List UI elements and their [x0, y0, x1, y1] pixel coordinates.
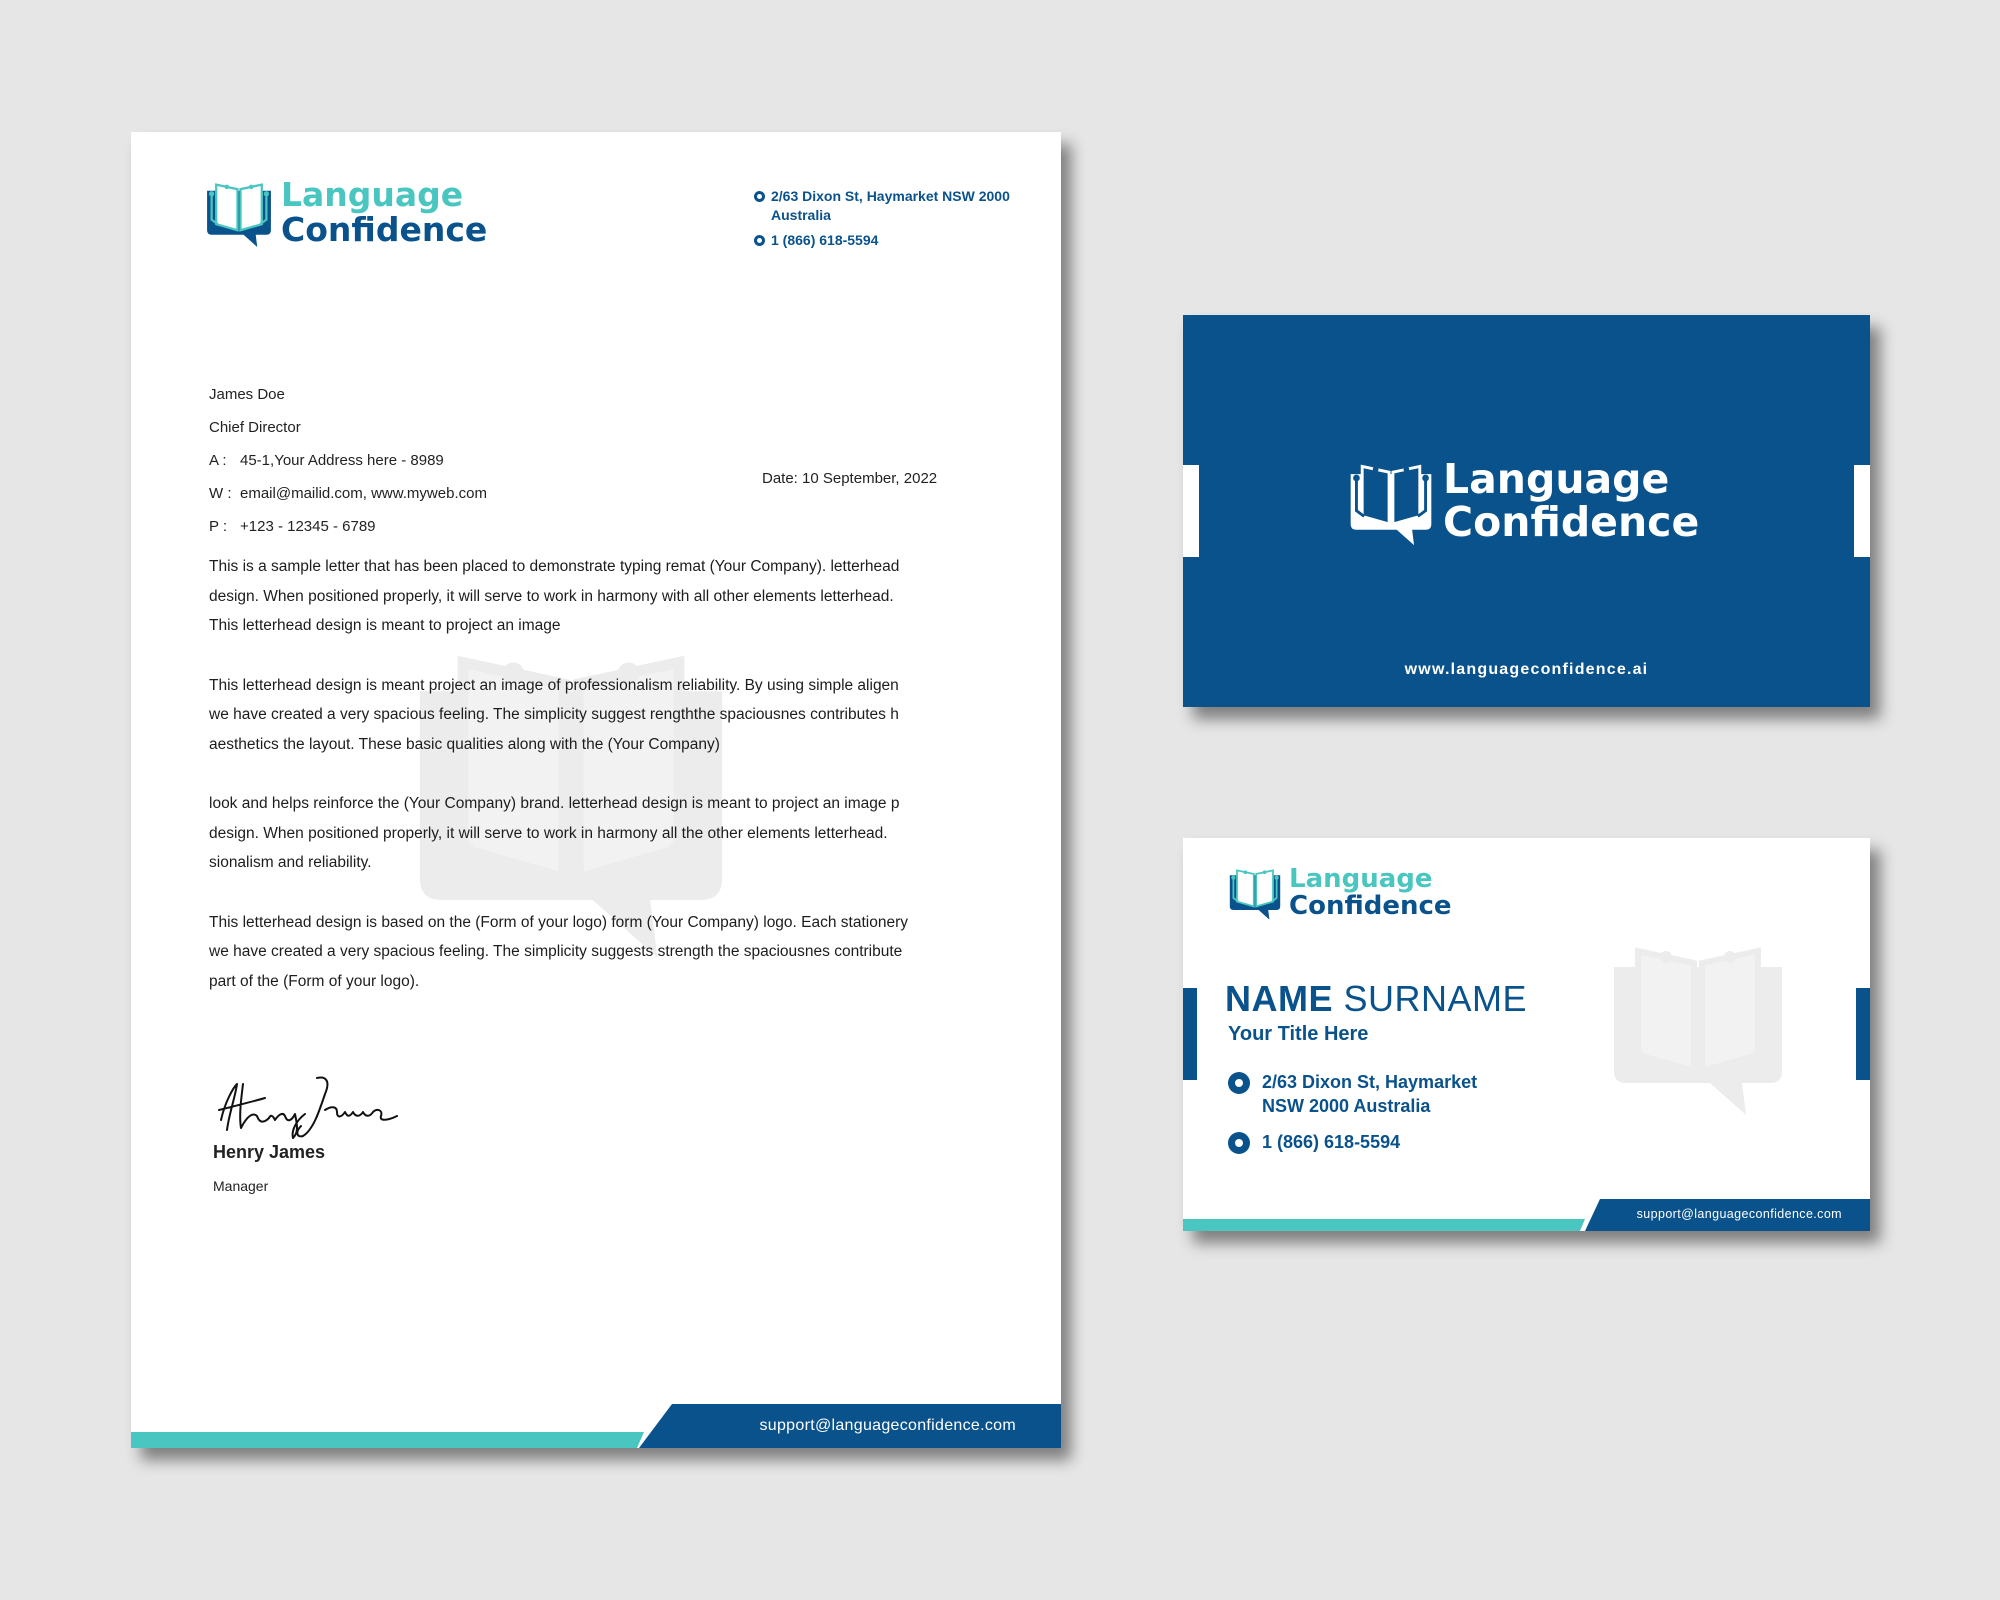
paragraph-4 — [209, 908, 989, 997]
letterhead-logo — [201, 174, 487, 250]
recipient-address: 45-1,Your Address here - 8989 — [240, 452, 444, 469]
phone-icon — [754, 235, 765, 246]
phone-number: 1 (866) 618-5594 — [771, 232, 879, 248]
text-line: This is a sample letter that has been placed to demonstrate typing remat (Your Company). letterhead — [209, 558, 900, 575]
text-line: design. When positioned properly, it will serve to work in harmony with all other elements letterhead. — [209, 587, 894, 605]
handwritten-signature — [213, 1072, 413, 1142]
letter-date: Date: 10 September, 2022 — [762, 470, 938, 487]
recipient-phone: +123 - 12345 - 6789 — [240, 518, 376, 535]
logo-word-confidence: Confidence — [1443, 498, 1700, 546]
card-logo-watermark — [1598, 923, 1798, 1128]
card-edge-tab-left — [1183, 465, 1199, 557]
logo-word-language: Language — [281, 175, 464, 214]
text-line: we have created a very spacious feeling. The simplicity suggest rengththe spaciousnes contributes h — [209, 706, 899, 723]
text-line: we have created a very spacious feeling. The simplicity suggests strength the spaciousnes contribute — [209, 943, 903, 960]
card-holder-name — [1225, 978, 1527, 1020]
logo-word-language: Language — [1289, 863, 1433, 894]
logo-word-confidence: Confidence — [1289, 890, 1452, 921]
card-front-logo — [1343, 453, 1699, 549]
web-key: W : — [209, 485, 232, 502]
website-link[interactable]: www.languageconfidence.ai — [1404, 661, 1649, 678]
card-accent-bar-right — [1856, 988, 1870, 1080]
card-phone — [1228, 1130, 1400, 1154]
name-last: SURNAME — [1343, 978, 1528, 1019]
business-card-front — [1183, 315, 1870, 707]
phone-key: P : — [209, 518, 228, 535]
card-accent-bar-left — [1183, 988, 1197, 1080]
letterhead-sheet — [131, 132, 1061, 1448]
letter-body — [209, 552, 989, 1026]
signatory-role: Manager — [213, 1178, 269, 1194]
recipient-title: Chief Director — [209, 419, 301, 436]
text-line: look and helps reinforce the (Your Company) brand. letterhead design is meant to project an image p — [209, 795, 900, 812]
letterhead-contact — [754, 187, 1010, 250]
text-line: sionalism and reliability. — [209, 854, 372, 871]
text-line: This letterhead design is meant to project an image — [209, 617, 561, 634]
recipient-block — [209, 378, 487, 543]
footer-email-link[interactable]: support@languageconfidence.com — [759, 1417, 1016, 1434]
card-address-line-2: NSW 2000 Australia — [1262, 1096, 1431, 1116]
phone-icon — [1228, 1132, 1250, 1154]
card-edge-tab-right — [1854, 465, 1870, 557]
name-first: NAME — [1225, 978, 1333, 1019]
text-line: aesthetics the layout. These basic qualities along with the (Your Company) — [209, 735, 720, 753]
text-line: design. When positioned properly, it will serve to work in harmony all the other elements letterhead. — [209, 824, 888, 842]
signatory-name: Henry James — [213, 1142, 326, 1162]
paragraph-2 — [209, 671, 989, 760]
location-pin-icon — [1228, 1072, 1250, 1094]
open-book-speech-bubble-icon — [201, 174, 277, 250]
paragraph-3 — [209, 789, 989, 878]
recipient-name: James Doe — [209, 386, 285, 403]
paragraph-1 — [209, 552, 989, 641]
recipient-web: email@mailid.com, www.myweb.com — [240, 485, 487, 502]
card-back-logo — [1225, 862, 1452, 922]
card-address-line-1: 2/63 Dixon St, Haymarket — [1262, 1072, 1478, 1092]
text-line: This letterhead design is meant project an image of professionalism reliability. By using simple aligen — [209, 676, 899, 694]
address-line-2: Australia — [771, 207, 831, 223]
address-key: A : — [209, 452, 227, 469]
logo-word-confidence: Confidence — [281, 210, 488, 249]
location-pin-icon — [754, 191, 765, 202]
logo-word-language: Language — [1443, 455, 1670, 503]
card-phone-number: 1 (866) 618-5594 — [1262, 1132, 1401, 1152]
card-holder-title: Your Title Here — [1228, 1023, 1369, 1045]
address-line-1: 2/63 Dixon St, Haymarket NSW 2000 — [771, 188, 1010, 204]
business-card-back — [1183, 838, 1870, 1231]
open-book-speech-bubble-icon — [1343, 453, 1439, 549]
text-line: part of the (Form of your logo). — [209, 972, 420, 990]
text-line: This letterhead design is based on the (Form of your logo) form (Your Company) logo. Each stationery — [209, 913, 908, 931]
card-address — [1228, 1070, 1477, 1118]
open-book-speech-bubble-icon — [1225, 862, 1285, 922]
card-email-link[interactable]: support@languageconfidence.com — [1636, 1207, 1842, 1221]
